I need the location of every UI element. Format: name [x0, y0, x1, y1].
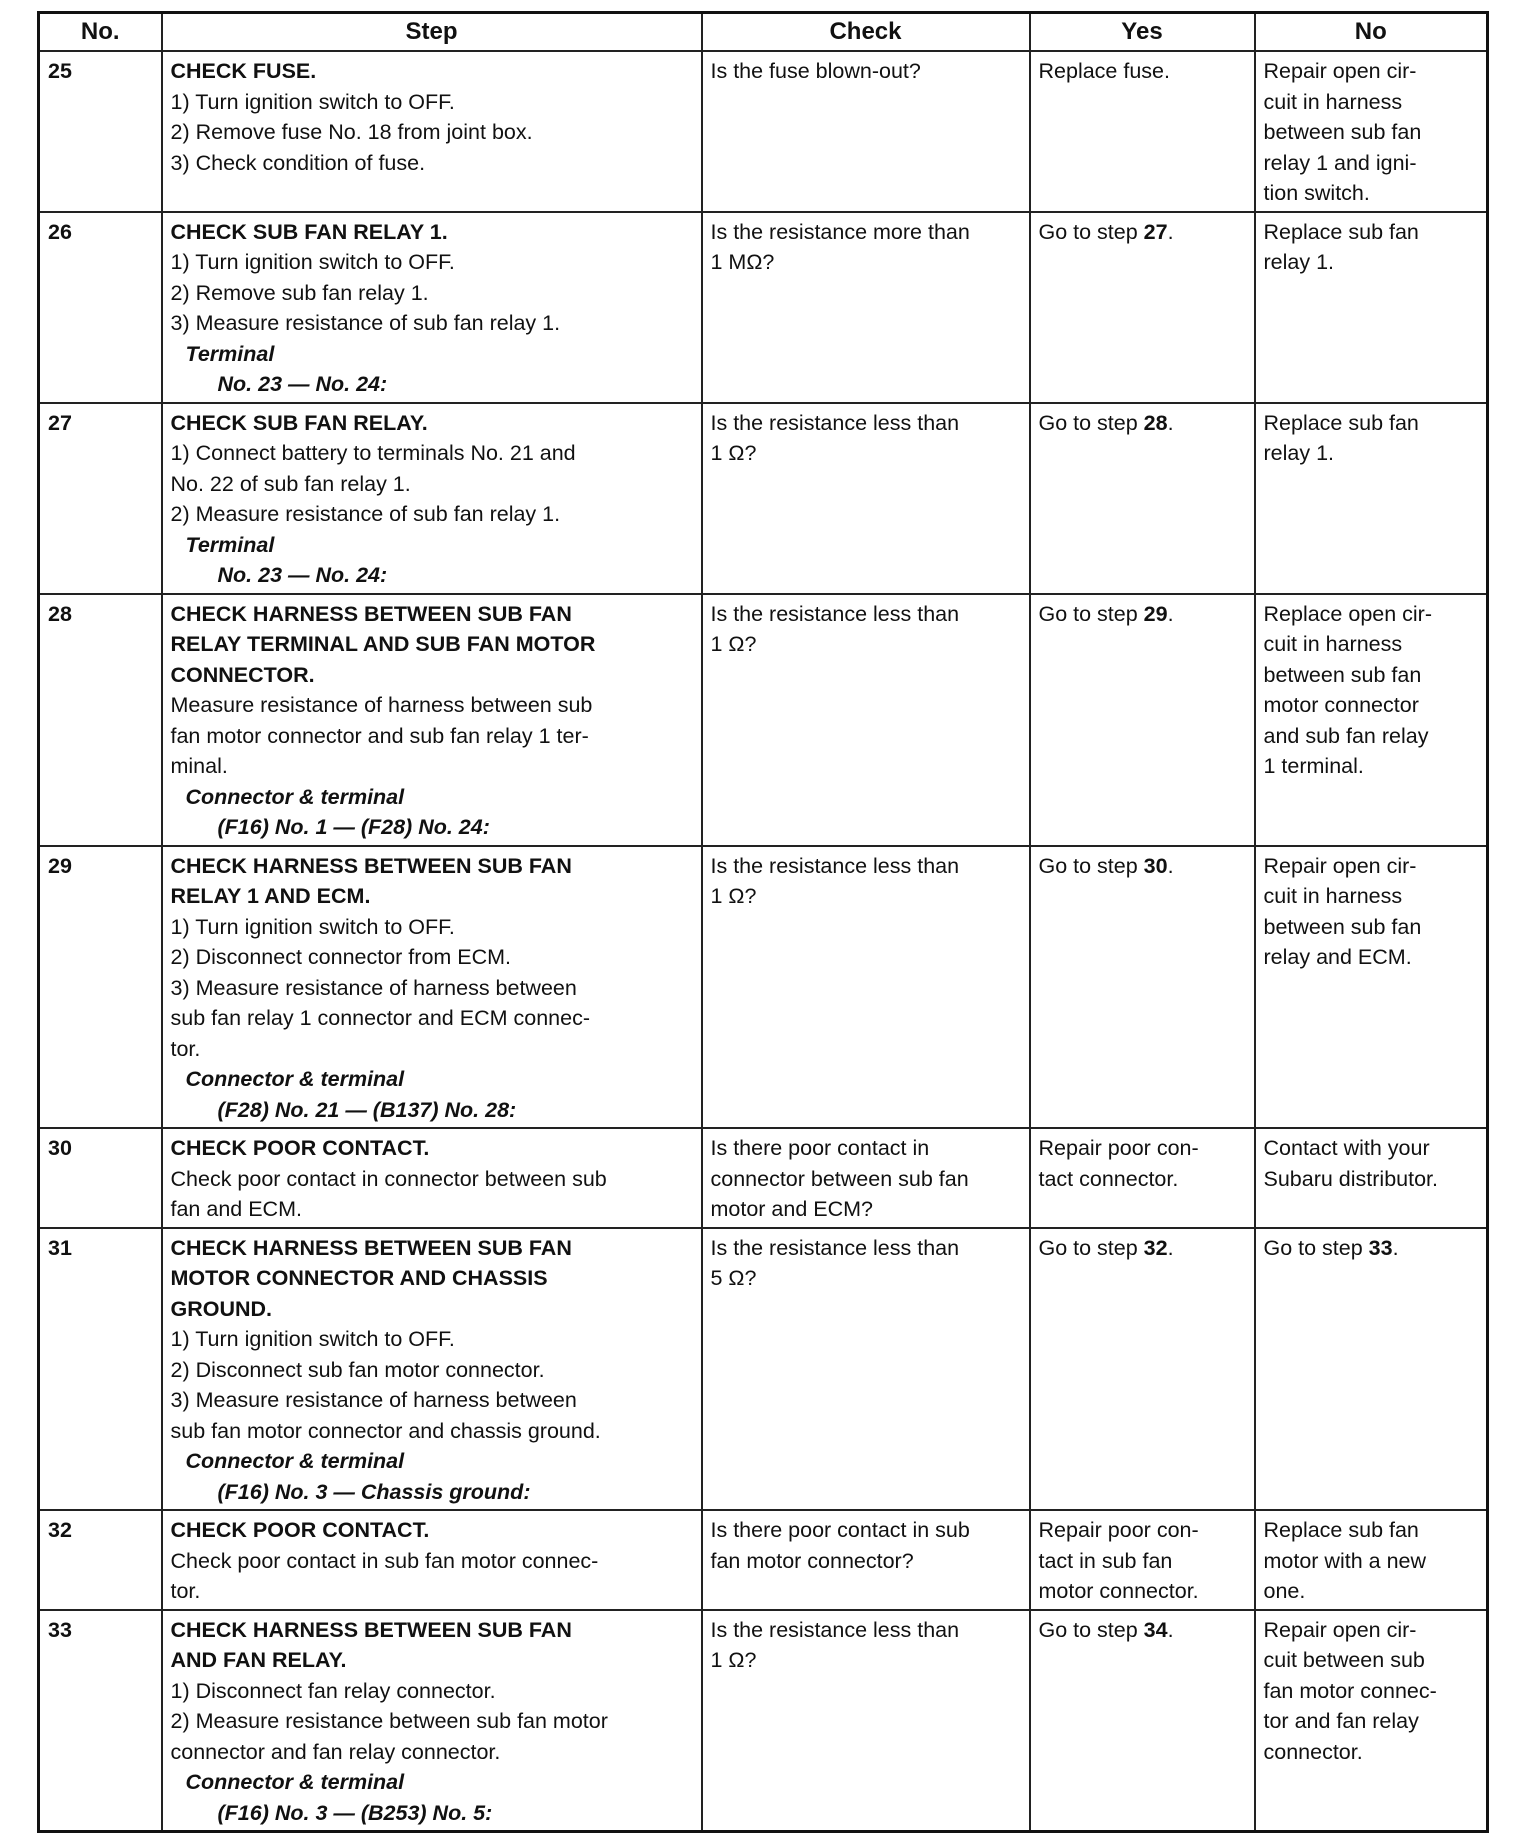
step-number: 28 [39, 594, 162, 846]
step-number: 29 [39, 846, 162, 1129]
terminal-value: (F16) No. 3 — (B253) No. 5: [217, 1800, 493, 1825]
no-action-cell: Replace sub fan relay 1. [1255, 403, 1488, 594]
step-body: 1) Disconnect fan relay connector. 2) Measure resistance between sub fan motor connector and fan relay connector. [170, 1678, 608, 1764]
no-action-cell: Repair open cir- cuit between sub fan motor connec- tor and fan relay connector. [1255, 1610, 1488, 1832]
terminal-label: Connector & terminal [185, 784, 405, 809]
no-action-cell: Repair open cir- cuit in harness between sub fan relay 1 and igni- tion switch. [1255, 51, 1488, 212]
no-action-cell: Replace open cir- cuit in harness between sub fan motor connector and sub fan relay 1 terminal. [1255, 594, 1488, 846]
table-body [39, 51, 1488, 1832]
yes-cell: Go to step 34. [1030, 1610, 1255, 1832]
header-yes: Yes [1030, 13, 1255, 52]
step-title: CHECK HARNESS BETWEEN SUB FAN RELAY TERMINAL AND SUB FAN MOTOR CONNECTOR. [170, 601, 596, 687]
table-row [39, 594, 1488, 846]
no-action-cell: Replace sub fan motor with a new one. [1255, 1510, 1488, 1610]
step-number: 30 [39, 1128, 162, 1228]
step-cell [162, 1128, 702, 1228]
step-body: 1) Turn ignition switch to OFF. 2) Remove fuse No. 18 from joint box. 3) Check condition of fuse. [170, 89, 533, 175]
terminal-label: Connector & terminal [185, 1770, 405, 1794]
step-body: Measure resistance of harness between sub fan motor connector and sub fan relay 1 ter- minal. [170, 693, 593, 778]
table-row [39, 51, 1488, 212]
table-header-row [39, 13, 1488, 52]
step-cell [162, 1228, 702, 1511]
check-cell: Is there poor contact in connector between sub fan motor and ECM? [702, 1128, 1030, 1228]
step-reference: 30 [1143, 853, 1168, 878]
no-action-cell: Contact with your Subaru distributor. [1255, 1128, 1488, 1228]
table-row [39, 1610, 1488, 1832]
step-cell [162, 594, 702, 846]
table-row [39, 846, 1488, 1129]
table-row [39, 1128, 1488, 1228]
terminal-value: (F16) No. 1 — (F28) No. 24: [217, 815, 490, 839]
step-title: CHECK POOR CONTACT. [170, 1136, 430, 1160]
diagnostic-table [37, 11, 1489, 1833]
step-body: 1) Connect battery to terminals No. 21 and No. 22 of sub fan relay 1. 2) Measure resistance of sub fan relay 1. [170, 441, 576, 526]
step-cell [162, 1510, 702, 1610]
step-reference: 27 [1143, 219, 1168, 244]
terminal-label: Connector & terminal [185, 1449, 405, 1473]
header-check: Check [702, 13, 1030, 52]
step-body: 1) Turn ignition switch to OFF. 2) Remove sub fan relay 1. 3) Measure resistance of sub fan relay 1. [170, 250, 561, 335]
check-cell: Is the resistance less than 1 Ω? [702, 403, 1030, 594]
step-number: 31 [39, 1228, 162, 1511]
step-reference: 28 [1143, 410, 1168, 435]
terminal-value: No. 23 — No. 24: [217, 372, 388, 396]
step-title: CHECK SUB FAN RELAY. [170, 410, 428, 435]
step-number: 33 [39, 1610, 162, 1832]
yes-cell: Go to step 28. [1030, 403, 1255, 594]
step-title: CHECK HARNESS BETWEEN SUB FAN AND FAN RELAY. [170, 1617, 572, 1672]
terminal-value: (F28) No. 21 — (B137) No. 28: [217, 1097, 517, 1122]
no-action-cell: Repair open cir- cuit in harness between sub fan relay and ECM. [1255, 846, 1488, 1129]
step-cell [162, 212, 702, 403]
step-body: Check poor contact in connector between sub fan and ECM. [170, 1166, 607, 1221]
step-title: CHECK HARNESS BETWEEN SUB FAN RELAY 1 AND ECM. [170, 853, 572, 908]
step-number: 32 [39, 1510, 162, 1610]
check-cell: Is the resistance less than 1 Ω? [702, 1610, 1030, 1832]
step-title: CHECK POOR CONTACT. [170, 1518, 430, 1542]
step-body: Check poor contact in sub fan motor connec- tor. [170, 1548, 599, 1603]
terminal-label: Terminal [185, 341, 275, 366]
check-cell: Is the resistance less than 1 Ω? [702, 594, 1030, 846]
terminal-label: Connector & terminal [185, 1067, 405, 1091]
step-cell [162, 51, 702, 212]
step-title: CHECK FUSE. [170, 59, 317, 83]
header-no-action: No [1255, 13, 1488, 52]
step-cell [162, 846, 702, 1129]
table-row [39, 1228, 1488, 1511]
check-cell: Is the resistance less than 1 Ω? [702, 846, 1030, 1129]
no-action-cell: Replace sub fan relay 1. [1255, 212, 1488, 403]
step-reference: 33 [1368, 1235, 1393, 1260]
yes-cell: Go to step 32. [1030, 1228, 1255, 1511]
no-action-cell: Go to step 33. [1255, 1228, 1488, 1511]
step-title: CHECK SUB FAN RELAY 1. [170, 219, 448, 244]
step-reference: 29 [1143, 601, 1168, 626]
yes-cell: Go to step 27. [1030, 212, 1255, 403]
yes-cell: Go to step 30. [1030, 846, 1255, 1129]
header-no: No. [39, 13, 162, 52]
yes-cell: Repair poor con- tact in sub fan motor connector. [1030, 1510, 1255, 1610]
check-cell: Is the resistance more than 1 MΩ? [702, 212, 1030, 403]
check-cell: Is the fuse blown-out? [702, 51, 1030, 212]
step-reference: 34 [1143, 1617, 1168, 1642]
check-cell: Is there poor contact in sub fan motor connector? [702, 1510, 1030, 1610]
step-number: 25 [39, 51, 162, 212]
step-cell [162, 403, 702, 594]
step-cell [162, 1610, 702, 1832]
terminal-value: (F16) No. 3 — Chassis ground: [217, 1479, 531, 1504]
terminal-value: No. 23 — No. 24: [217, 563, 388, 587]
step-number: 27 [39, 403, 162, 594]
step-body: 1) Turn ignition switch to OFF. 2) Disconnect sub fan motor connector. 3) Measure resistance of harness between sub fan motor connector and chassis ground. [170, 1327, 601, 1443]
step-body: 1) Turn ignition switch to OFF. 2) Disconnect connector from ECM. 3) Measure resistance of harness between sub fan relay 1 connector and ECM connec- tor. [170, 914, 590, 1061]
check-cell: Is the resistance less than 5 Ω? [702, 1228, 1030, 1511]
header-step: Step [162, 13, 702, 52]
terminal-label: Terminal [185, 532, 275, 557]
yes-cell: Repair poor con- tact connector. [1030, 1128, 1255, 1228]
table-row [39, 403, 1488, 594]
step-reference: 32 [1143, 1235, 1168, 1260]
step-title: CHECK HARNESS BETWEEN SUB FAN MOTOR CONNECTOR AND CHASSIS GROUND. [170, 1235, 572, 1321]
table-row [39, 1510, 1488, 1610]
yes-cell: Replace fuse. [1030, 51, 1255, 212]
step-number: 26 [39, 212, 162, 403]
yes-cell: Go to step 29. [1030, 594, 1255, 846]
table-row [39, 212, 1488, 403]
